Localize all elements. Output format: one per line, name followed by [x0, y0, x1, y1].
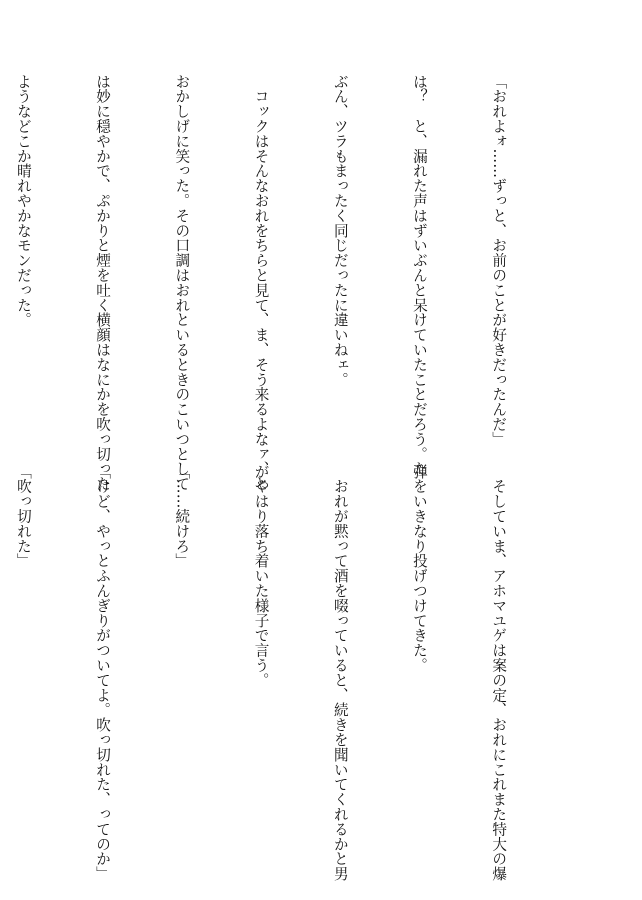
text-line: コックはそんなおれをちらと見て、ま、そう来るよなァ、と	[252, 74, 270, 492]
text-line: 「けど、やっとふんぎりがついてよ。吹っ切れた、ってのか」	[94, 464, 112, 882]
text-line: 「吹っ切れた」	[14, 464, 32, 569]
lower-text-block	[0, 464, 564, 882]
text-line: は？ と、漏れた声はずいぶんと呆けていたことだろう。た	[410, 74, 428, 477]
text-line: 「おれよォ……ずっと、お前のことが好きだったんだ」	[490, 74, 508, 447]
text-line: おれが黙って酒を啜っていると、続きを聞いてくれるかと男	[331, 464, 349, 882]
text-line: 「……続けろ」	[173, 464, 191, 569]
text-line: がやはり落ち着いた様子で言う。	[252, 464, 270, 688]
text-line: おかしげに笑った。その口調はおれといるときのこいつとして	[173, 74, 191, 492]
upper-text-block	[0, 74, 564, 492]
text-line: ようなどこか晴れやかなモンだった。	[14, 74, 32, 328]
text-line: は妙に穏やかで、ぷかりと煙を吐く横顔はなにかを吹っ切った	[94, 74, 112, 492]
text-line: ぶん、ツラもまったく同じだったに違いねェ。	[331, 74, 349, 387]
text-line: 弾をいきなり投げつけてきた。	[410, 464, 428, 673]
text-line: そしていま、アホマユゲは案の定、おれにこれまた特大の爆	[490, 464, 508, 882]
